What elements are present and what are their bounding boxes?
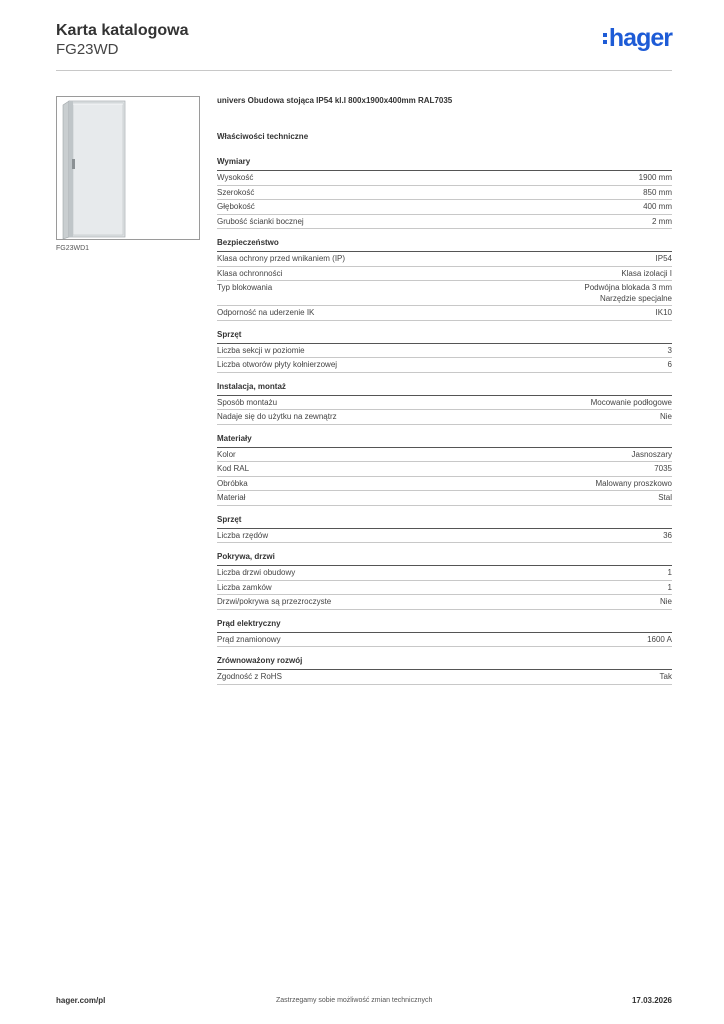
properties-sections bbox=[217, 156, 672, 685]
spec-value bbox=[643, 202, 672, 213]
product-details bbox=[217, 95, 672, 685]
spec-value-line: Podwójna blokada 3 mm bbox=[584, 283, 672, 292]
spec-value bbox=[660, 412, 672, 423]
spec-row bbox=[217, 670, 672, 685]
spec-row bbox=[217, 529, 672, 544]
section-title: Materiały bbox=[217, 433, 672, 448]
spec-row bbox=[217, 566, 672, 581]
spec-value-line: Mocowanie podłogowe bbox=[590, 397, 672, 407]
footer-disclaimer: Zastrzegamy sobie możliwość zmian technicznych bbox=[276, 997, 433, 1004]
spec-value-line: 6 bbox=[667, 360, 672, 369]
spec-value-line: IP54 bbox=[655, 254, 672, 263]
spec-label: Nadaje się do użytku na zewnątrz bbox=[217, 412, 337, 421]
spec-value-line: Narzędzie specjalne bbox=[599, 293, 672, 303]
spec-value bbox=[596, 479, 672, 490]
spec-row bbox=[217, 595, 672, 610]
spec-value-line: 2 mm bbox=[652, 216, 672, 226]
spec-value-line: Nie bbox=[659, 412, 672, 421]
section-title: Pokrywa, drzwi bbox=[217, 551, 672, 566]
spec-value-line: Jasnoszary bbox=[631, 449, 672, 459]
spec-value bbox=[652, 217, 672, 228]
spec-value bbox=[647, 635, 672, 646]
spec-row bbox=[217, 477, 672, 492]
spec-label: Typ blokowania bbox=[217, 283, 273, 292]
spec-value bbox=[668, 568, 672, 579]
hager-logo bbox=[603, 26, 672, 50]
product-image bbox=[56, 96, 200, 240]
section-title: Prąd elektryczny bbox=[217, 618, 672, 633]
spec-value-line: Klasa izolacji I bbox=[621, 268, 672, 278]
spec-label: Klasa ochronności bbox=[217, 268, 283, 278]
properties-title: Właściwości techniczne bbox=[217, 132, 309, 141]
logo-dots-icon bbox=[603, 33, 607, 44]
spec-row bbox=[217, 581, 672, 596]
spec-row bbox=[217, 281, 672, 306]
spec-row bbox=[217, 344, 672, 359]
spec-value-line: 1 bbox=[667, 568, 672, 577]
footer-website[interactable]: hager.com/pl bbox=[56, 996, 106, 1005]
spec-label: Liczba sekcji w poziomie bbox=[217, 345, 305, 355]
spec-row bbox=[217, 267, 672, 282]
product-code: FG23WD bbox=[56, 41, 119, 58]
spec-row bbox=[217, 410, 672, 425]
spec-section bbox=[217, 618, 672, 648]
spec-label: Klasa ochrony przed wnikaniem (IP) bbox=[217, 254, 346, 263]
spec-value bbox=[639, 173, 672, 184]
spec-value-line: 400 mm bbox=[643, 202, 672, 211]
spec-section bbox=[217, 329, 672, 373]
page-header bbox=[56, 20, 672, 71]
spec-value bbox=[656, 254, 672, 265]
spec-value bbox=[654, 464, 672, 475]
spec-value-line: Tak bbox=[659, 672, 672, 681]
spec-section bbox=[217, 156, 672, 229]
spec-label: Liczba zamków bbox=[217, 582, 272, 592]
spec-label: Zgodność z RoHS bbox=[217, 672, 282, 681]
spec-row bbox=[217, 491, 672, 506]
spec-row bbox=[217, 462, 672, 477]
spec-row bbox=[217, 215, 672, 230]
spec-value bbox=[660, 672, 672, 683]
document-title: Karta katalogowa bbox=[56, 22, 189, 39]
spec-row bbox=[217, 306, 672, 321]
spec-value-line: Malowany proszkowo bbox=[595, 478, 672, 488]
spec-value-line: IK10 bbox=[655, 308, 672, 317]
logo-text: hager bbox=[608, 24, 672, 52]
spec-value bbox=[663, 531, 672, 542]
spec-value bbox=[643, 188, 672, 199]
spec-value-line: 850 mm bbox=[643, 187, 672, 197]
spec-label: Drzwi/pokrywa są przezroczyste bbox=[217, 597, 332, 606]
spec-label: Liczba otworów płyty kołnierzowej bbox=[217, 360, 338, 369]
spec-row bbox=[217, 171, 672, 186]
spec-value bbox=[658, 493, 672, 504]
enclosure-cabinet-illustration bbox=[57, 97, 199, 239]
spec-value bbox=[621, 269, 672, 280]
spec-row bbox=[217, 200, 672, 215]
spec-section bbox=[217, 514, 672, 544]
spec-label: Liczba drzwi obudowy bbox=[217, 568, 296, 577]
section-title: Wymiary bbox=[217, 156, 672, 171]
spec-value-line: Stal bbox=[658, 493, 672, 502]
spec-value bbox=[660, 597, 672, 608]
spec-label: Wysokość bbox=[217, 173, 254, 182]
section-title: Bezpieczeństwo bbox=[217, 237, 672, 252]
spec-label: Liczba rzędów bbox=[217, 530, 269, 540]
section-title: Instalacja, montaż bbox=[217, 381, 672, 396]
image-caption: FG23WD1 bbox=[56, 245, 90, 252]
spec-section bbox=[217, 381, 672, 425]
spec-value bbox=[668, 360, 672, 371]
spec-value bbox=[668, 583, 672, 594]
spec-value bbox=[656, 308, 672, 319]
spec-label: Odporność na uderzenie IK bbox=[217, 308, 315, 317]
spec-row bbox=[217, 633, 672, 648]
spec-label: Prąd znamionowy bbox=[217, 634, 281, 644]
spec-label: Głębokość bbox=[217, 202, 255, 211]
spec-label: Kod RAL bbox=[217, 464, 250, 473]
spec-value bbox=[584, 283, 672, 304]
spec-label: Kolor bbox=[217, 449, 236, 459]
spec-value-line: 36 bbox=[663, 530, 672, 540]
spec-section bbox=[217, 655, 672, 685]
section-title: Sprzęt bbox=[217, 329, 672, 344]
spec-label: Materiał bbox=[217, 493, 246, 502]
spec-label: Obróbka bbox=[217, 478, 248, 488]
product-title: univers Obudowa stojąca IP54 kl.I 800x1900x400mm RAL7035 bbox=[217, 96, 453, 105]
spec-row bbox=[217, 448, 672, 463]
spec-row bbox=[217, 186, 672, 201]
spec-value-line: 3 bbox=[667, 345, 672, 355]
spec-label: Sposób montażu bbox=[217, 397, 278, 407]
spec-value-line: 7035 bbox=[654, 464, 672, 473]
spec-row bbox=[217, 252, 672, 267]
spec-section bbox=[217, 433, 672, 506]
spec-row bbox=[217, 396, 672, 411]
section-title: Zrównoważony rozwój bbox=[217, 655, 672, 670]
spec-value bbox=[591, 398, 672, 409]
spec-label: Szerokość bbox=[217, 187, 255, 197]
spec-value-line: 1600 A bbox=[647, 634, 672, 644]
spec-value-line: 1900 mm bbox=[638, 173, 672, 182]
spec-value-line: Nie bbox=[659, 597, 672, 606]
spec-section bbox=[217, 551, 672, 610]
spec-value bbox=[668, 346, 672, 357]
footer-date: 17.03.2026 bbox=[631, 996, 672, 1005]
spec-value bbox=[632, 450, 672, 461]
spec-label: Grubość ścianki bocznej bbox=[217, 216, 304, 226]
spec-row bbox=[217, 358, 672, 373]
spec-value-line: 1 bbox=[667, 582, 672, 592]
spec-section bbox=[217, 237, 672, 321]
section-title: Sprzęt bbox=[217, 514, 672, 529]
